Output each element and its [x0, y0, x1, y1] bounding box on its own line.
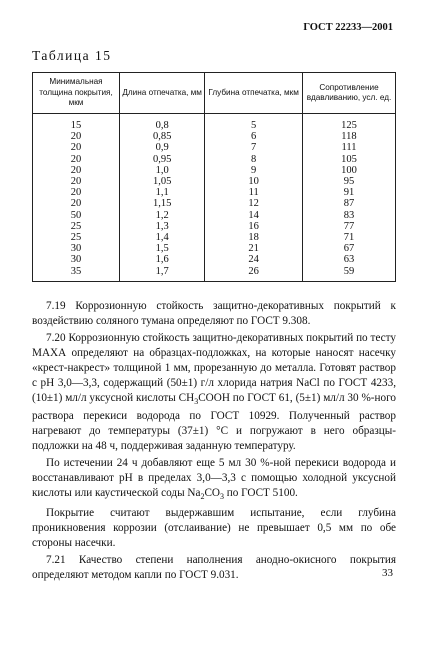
table-cell: 12	[205, 198, 303, 209]
table-cell: 1,4	[119, 232, 204, 243]
table-cell: 25	[33, 221, 120, 232]
table-cell: 1,0	[119, 165, 204, 176]
table-cell: 83	[302, 210, 395, 221]
table-cell: 63	[302, 254, 395, 265]
table-row	[33, 187, 396, 198]
table-cell: 5	[205, 114, 303, 132]
table-cell: 125	[302, 114, 395, 132]
table-cell: 0,8	[119, 114, 204, 132]
table-cell: 118	[302, 131, 395, 142]
table-title: Таблица 15	[32, 48, 112, 63]
table-cell: 0,95	[119, 154, 204, 165]
column-header-depth: Глубина отпечатка, мкм	[205, 73, 303, 114]
table-cell: 20	[33, 142, 120, 153]
table-cell: 21	[205, 243, 303, 254]
data-table	[32, 72, 396, 282]
table-cell: 26	[205, 266, 303, 282]
table-row	[33, 243, 396, 254]
table-cell: 9	[205, 165, 303, 176]
table-row	[33, 254, 396, 265]
table-row	[33, 176, 396, 187]
table-cell: 1,15	[119, 198, 204, 209]
table-cell: 105	[302, 154, 395, 165]
table-cell: 24	[205, 254, 303, 265]
table-cell: 20	[33, 154, 120, 165]
column-header-thickness: Минимальная толщина покрытия, мкм	[33, 73, 120, 114]
paragraph-7-19: 7.19 Коррозионную стойкость защитно-декоративных покрытий к воздействию соляного тумана определяют по ГОСТ 9.308.	[32, 300, 396, 327]
table-cell: 1,6	[119, 254, 204, 265]
table-cell: 25	[33, 232, 120, 243]
table-cell: 95	[302, 176, 395, 187]
document-standard-number: ГОСТ 22233—2001	[303, 22, 393, 33]
table-row	[33, 154, 396, 165]
table-cell: 0,85	[119, 131, 204, 142]
table-header-row	[33, 73, 396, 114]
table-cell: 16	[205, 221, 303, 232]
table-cell: 0,9	[119, 142, 204, 153]
paragraph-criteria: Покрытие считают выдержавшим испытание, если глубина проникновения коррозии (отслаивание) не превышает 0,5 мм по обе стороны насечки.	[32, 507, 396, 550]
body-text	[32, 299, 396, 585]
table-cell: 100	[302, 165, 395, 176]
table-cell: 20	[33, 187, 120, 198]
table-cell: 6	[205, 131, 303, 142]
page-number: 33	[382, 567, 393, 579]
table-cell: 30	[33, 254, 120, 265]
table-cell: 50	[33, 210, 120, 221]
table-cell: 1,7	[119, 266, 204, 282]
table-cell: 1,3	[119, 221, 204, 232]
table-row	[33, 114, 396, 132]
table-row	[33, 198, 396, 209]
column-header-length: Длина отпечатка, мм	[119, 73, 204, 114]
table-cell: 18	[205, 232, 303, 243]
table-cell: 1,1	[119, 187, 204, 198]
table-cell: 7	[205, 142, 303, 153]
table-row	[33, 266, 396, 282]
table-cell: 20	[33, 176, 120, 187]
table-body	[33, 114, 396, 282]
table-cell: 1,5	[119, 243, 204, 254]
table-cell: 59	[302, 266, 395, 282]
table-cell: 15	[33, 114, 120, 132]
table-cell: 91	[302, 187, 395, 198]
table-cell: 20	[33, 131, 120, 142]
table-row	[33, 210, 396, 221]
table-cell: 11	[205, 187, 303, 198]
table-row	[33, 165, 396, 176]
table-cell: 35	[33, 266, 120, 282]
table-cell: 111	[302, 142, 395, 153]
paragraph-7-20: 7.20 Коррозионную стойкость защитно-декоративных покрытий по тесту МАХА определяют на образцах-подложках, на которые наносят насечку «крест-накрест» толщиной 1 мм, прорезанную до металла. Готовят раствор с pH 3,0—3,3, содержащий (50±1) г/л хлорида натрия NaCl по ГОСТ 4233, (10±1) мл/л уксусной кислоты $CH_3COOH$ по ГОСТ 61, (5±1) мл/л 30 %-ного раствора перекиси водорода по ГОСТ 10929. Полученный раствор нагревают до температуры (37±1) °С и погружают в него образцы-подложки на 48 ч, поддерживая заданную температуру.	[32, 332, 396, 453]
table-row	[33, 142, 396, 153]
table-cell: 71	[302, 232, 395, 243]
table-cell: 87	[302, 198, 395, 209]
table-cell: 77	[302, 221, 395, 232]
table-row	[33, 232, 396, 243]
table-cell: 20	[33, 165, 120, 176]
table-cell: 30	[33, 243, 120, 254]
table-cell: 8	[205, 154, 303, 165]
column-header-resistance: Сопротивление вдавливанию, усл. ед.	[302, 73, 395, 114]
table-cell: 1,05	[119, 176, 204, 187]
table-row	[33, 131, 396, 142]
table-row	[33, 221, 396, 232]
table-cell: 14	[205, 210, 303, 221]
paragraph-7-21: 7.21 Качество степени наполнения анодно-окисного покрытия определяют методом капли по ГОСТ 9.031.	[32, 554, 396, 582]
table-cell: 10	[205, 176, 303, 187]
table-cell: 1,2	[119, 210, 204, 221]
table-cell: 20	[33, 198, 120, 209]
table-cell: 67	[302, 243, 395, 254]
paragraph-after-24h: По истечении 24 ч добавляют еще 5 мл 30 %-ной перекиси водорода и восстанавливают pH в пределах 3,0—3,3 с помощью холодной уксусной кислоты или каустической соды $Na_2CO_3$ по ГОСТ 5100.	[32, 457, 396, 502]
